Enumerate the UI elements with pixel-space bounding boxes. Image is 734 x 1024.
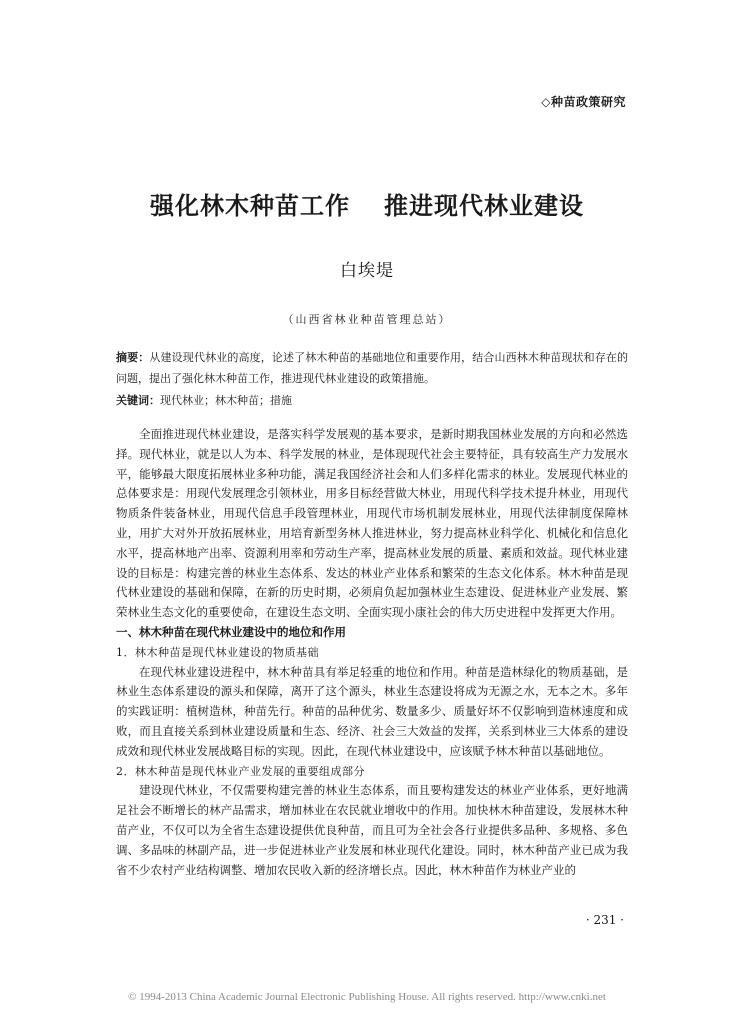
subsection-heading-2: 2．林木种苗是现代林业产业发展的重要组成部分 <box>116 764 365 778</box>
abstract-label: 摘要： <box>116 351 150 364</box>
copyright-footer: © 1994-2013 China Academic Journal Electronic Publishing House. All rights reserved. http://www.cnki.net <box>128 991 606 1003</box>
section-heading-1: 一、林木种苗在现代林业建设中的地位和作用 <box>116 624 346 639</box>
title-part-2: 推进现代林业建设 <box>384 192 584 220</box>
section-label: ◇种苗政策研究 <box>541 95 626 109</box>
article-title <box>0 186 734 221</box>
intro-paragraph: 全面推进现代林业建设，是落实科学发展观的基本要求，是新时期我国林业发展的方向和必然选择。现代林业，就是以人为本、科学发展的林业，是体现现代社会主要特征，具有较高生产力发展水平，能够最大限度拓展林业多种功能，满足我国经济社会和人们多样化需求的林业。发展现代林业的总体要求是：用现代发展理念引领林业，用多目标经营做大林业，用现代科学技术提升林业，用现代物质条件装备林业，用现代信息手段管理林业，用现代市场机制发展林业，用现代法律制度保障林业，用扩大对外开放拓展林业，用培育新型务林人推进林业，努力提高林业科学化、机械化和信息化水平，提高林地产出率、资源利用率和劳动生产率，提高林业发展的质量、素质和效益。现代林业建设的目标是：构建完善的林业生态体系、发达的林业产业体系和繁荣的生态文化体系。林木种苗是现代林业建设的基础和保障，在新的历史时期，必须肩负起加强林业生态建设、促进林业产业发展、繁荣林业生态文化的重要使命，在建设生态文明、全面实现小康社会的伟大历史进程中发挥更大作用。 <box>116 427 628 620</box>
abstract-paragraph <box>116 347 628 389</box>
author-name: 白埃堤 <box>340 261 394 281</box>
keywords-paragraph <box>116 390 628 411</box>
body-paragraph-2: 建设现代林业，不仅需要构建完善的林业生态体系，而且要构建发达的林业产业体系，更好地满足社会不断增长的林产品需求，增加林业在农民就业增收中的作用。加快林木种苗建设，发展林木种苗产业，不仅可以为全省生态建设提供优良种苗，而且可为全社会各行业提供多品种、多规格、多色调、多品味的林副产品，进一步促进林业产业发展和林业现代化建设。同时，林木种苗产业已成为我省不少农村产业结构调整、增加农民收入新的经济增长点。因此，林木种苗作为林业产业的 <box>116 783 628 877</box>
author-affiliation: （山西省林业种苗管理总站） <box>282 313 452 326</box>
abstract-text: 从建设现代林业的高度，论述了林木种苗的基础地位和重要作用，结合山西林木种苗现状和存在的问题，提出了强化林木种苗工作，推进现代林业建设的政策措施。 <box>116 351 629 385</box>
keywords-text: 现代林业；林木种苗；措施 <box>160 394 292 407</box>
abstract-block <box>116 347 628 411</box>
subsection-heading-1: 1．林木种苗是现代林业建设的物质基础 <box>116 645 319 659</box>
title-part-1: 强化林木种苗工作 <box>150 192 350 220</box>
article-body <box>116 425 628 880</box>
keywords-label: 关键词： <box>116 394 160 407</box>
page-number: · 231 · <box>585 913 624 927</box>
body-paragraph-1: 在现代林业建设进程中，林木种苗具有举足轻重的地位和作用。种苗是造林绿化的物质基础，是林业生态体系建设的源头和保障，离开了这个源头，林业生态建设将成为无源之水，无本之木。多年的实践证明：植树造林，种苗先行。种苗的品种优劣、数量多少、质量好坏不仅影响到造林速度和成败，而且直接关系到林业建设质量和生态、经济、社会三大效益的发挥，关系到林业三大体系的建设成效和现代林业发展战略目标的实现。因此，在现代林业建设中，应该赋予林木种苗以基础地位。 <box>116 664 628 758</box>
